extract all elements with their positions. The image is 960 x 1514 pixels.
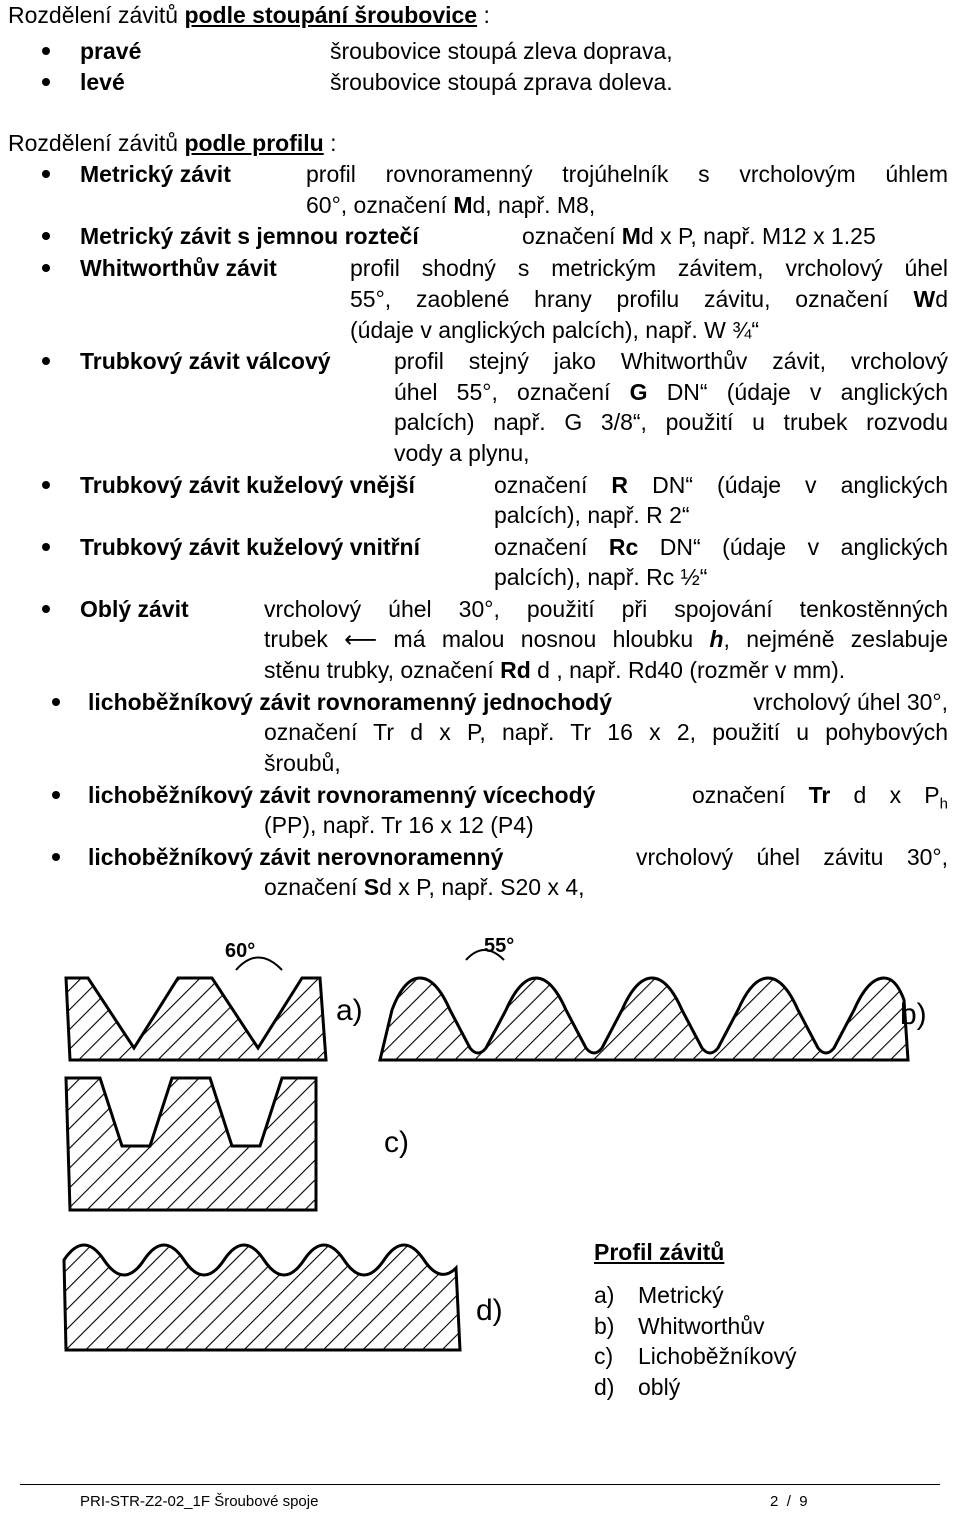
desc-lich2-line2: (PP), např. Tr 16 x 12 (P4) <box>264 812 534 838</box>
section-heading-stoupani <box>8 0 490 31</box>
legend-key: c) <box>594 1343 614 1369</box>
text-bold: R <box>611 472 629 498</box>
angle-label-b: 55° <box>484 935 515 957</box>
term-metricky: Metrický závit <box>80 161 231 187</box>
term-lich-jednochody: lichoběžníkový závit rovnoramenný jednochodý <box>88 689 613 715</box>
page-total: 9 <box>799 1493 808 1510</box>
profile-b-whitworth <box>380 935 927 1060</box>
legend-text: Metrický <box>638 1282 724 1308</box>
text-bold: Tr <box>808 782 831 808</box>
text: , nejméně zeslabuje <box>723 626 948 652</box>
term-jemny: Metrický závit s jemnou roztečí <box>80 223 419 249</box>
heading-emphasis: podle profilu <box>184 130 324 156</box>
desc-whit-line2 <box>350 284 948 315</box>
legend-key: d) <box>594 1374 615 1400</box>
text: označení <box>494 534 609 560</box>
desc-kuzn-line1 <box>494 532 948 563</box>
desc-trub-line2 <box>394 377 948 408</box>
desc-lich1-line1: vrcholový úhel 30°, <box>753 689 948 715</box>
desc-obly-line3 <box>264 655 845 686</box>
text-bold: h <box>709 626 724 652</box>
desc-kuzv-line1 <box>494 470 948 501</box>
legend-item <box>594 1341 613 1372</box>
text: 55°, zaoblené hrany profilu závitu, označení <box>350 286 914 312</box>
desc-obly-line1: vrcholový úhel 30°, použití při spojování tenkostěnných <box>264 596 948 622</box>
legend-key: b) <box>594 1313 615 1339</box>
text: označení <box>494 472 612 498</box>
text-bold: Rd <box>500 657 531 683</box>
text: trubek <box>264 626 345 652</box>
desc-kuzn-line2: palcích), např. Rc ½“ <box>494 564 708 590</box>
heading-text: Rozdělení závitů <box>8 130 185 156</box>
arrow-left-icon: ⟵ <box>344 627 378 653</box>
term-trubkovy-valcovy: Trubkový závit válcový <box>80 348 331 374</box>
heading-emphasis: podle stoupání šroubovice <box>184 2 478 28</box>
term-kuzelovy-vnitrni: Trubkový závit kuželový vnitřní <box>80 534 420 560</box>
item-term-prave: pravé <box>80 38 142 64</box>
text: DN“ (údaje v anglických <box>647 379 948 405</box>
legend-item <box>594 1372 614 1403</box>
text: DN“ (údaje v anglických <box>628 472 948 498</box>
desc-whit-line3: (údaje v anglických palcích), např. W ¾“ <box>350 317 760 343</box>
heading-text: Rozdělení závitů <box>8 2 185 28</box>
label-a: a) <box>336 994 363 1027</box>
desc-lich3-line1: vrcholový úhel závitu 30°, <box>636 844 948 870</box>
bullet <box>52 698 60 706</box>
desc-trub-line1: profil stejný jako Whitworthův závit, vrcholový <box>394 348 948 374</box>
legend-item <box>594 1280 614 1311</box>
text: DN“ (údaje v anglických <box>638 534 948 560</box>
item-term-leve: levé <box>80 69 125 95</box>
text: stěnu trubky, označení <box>264 657 501 683</box>
term-obly: Oblý závit <box>80 596 189 622</box>
desc-metricky-line1: profil rovnoramenný trojúhelník s vrcholovým úhlem <box>306 161 948 187</box>
text-bold: S <box>363 874 380 900</box>
label-b: b) <box>900 998 927 1031</box>
profile-a-metric <box>66 940 363 1060</box>
page-current: 2 <box>770 1493 779 1510</box>
text: úhel 55°, označení <box>394 379 630 405</box>
text: d x P <box>830 782 940 808</box>
text: d x P, např. M12 x 1.25 <box>640 223 876 249</box>
page-separator: / <box>786 1493 791 1510</box>
label-d: d) <box>476 1294 503 1327</box>
bullet <box>42 543 50 551</box>
text-bold: M <box>621 223 641 249</box>
profile-d-round <box>64 1245 503 1350</box>
text: označení <box>692 782 809 808</box>
desc-whit-line1: profil shodný s metrickým závitem, vrcholový úhel <box>350 255 948 281</box>
desc-lich1-line2: označení Tr d x P, např. Tr 16 x 2, použití u pohybových <box>264 719 948 745</box>
legend-key: a) <box>594 1282 615 1308</box>
angle-label-a: 60° <box>225 940 256 962</box>
term-lich-nerovnoramenny: lichoběžníkový závit nerovnoramenný <box>88 844 504 870</box>
text: d <box>935 286 948 312</box>
bullet <box>42 481 50 489</box>
bullet <box>52 791 60 799</box>
bullet <box>42 170 50 178</box>
text-bold: W <box>913 286 936 312</box>
legend-title: Profil závitů <box>594 1239 725 1265</box>
bullet <box>42 47 50 55</box>
item-desc-leve: šroubovice stoupá zprava doleva. <box>330 69 673 95</box>
desc-lich1-line3: šroubů, <box>264 750 341 776</box>
text: má malou nosnou hloubku <box>377 626 710 652</box>
bullet <box>42 605 50 613</box>
bullet <box>42 264 50 272</box>
desc-jemny <box>522 221 876 252</box>
text: označení <box>264 874 364 900</box>
legend-text: Whitworthův <box>638 1313 765 1339</box>
desc-lich3-line2 <box>264 872 585 903</box>
term-whitworth: Whitworthův závit <box>80 255 277 281</box>
term-kuzelovy-vnejsi: Trubkový závit kuželový vnější <box>80 472 415 498</box>
profile-c-trapezoidal <box>66 1078 409 1210</box>
bullet <box>42 78 50 86</box>
desc-lich2-line1 <box>692 780 948 811</box>
term-lich-vicechody: lichoběžníkový závit rovnoramenný vícechodý <box>88 782 596 808</box>
heading-colon: : <box>323 130 337 156</box>
legend-text: Lichoběžníkový <box>638 1343 797 1369</box>
page-number <box>770 1493 808 1511</box>
text: d , např. Rd40 (rozměr v mm). <box>530 657 846 683</box>
text: d x P, např. S20 x 4, <box>379 874 585 900</box>
text: d, např. M8, <box>472 192 596 218</box>
bullet <box>52 853 60 861</box>
footer-doc-title: PRI-STR-Z2-02_1F Šroubové spoje <box>80 1493 319 1510</box>
desc-trub-line4: vody a plynu, <box>394 440 530 466</box>
footer-rule <box>20 1484 940 1485</box>
desc-kuzv-line2: palcích), např. R 2“ <box>494 502 690 528</box>
legend-item <box>594 1311 614 1342</box>
desc-obly-line2 <box>264 624 948 656</box>
heading-colon: : <box>477 2 490 28</box>
text: označení <box>522 223 622 249</box>
desc-trub-line3: palcích) např. G 3/8“, použití u trubek rozvodu <box>394 409 948 435</box>
text-bold: G <box>629 379 648 405</box>
section-heading-profil <box>8 128 336 159</box>
legend-text: oblý <box>638 1374 681 1400</box>
thread-profiles-figure <box>0 920 960 1480</box>
text: 60°, označení <box>306 192 454 218</box>
bullet <box>42 357 50 365</box>
text-subscript: h <box>939 795 948 813</box>
label-c: c) <box>384 1126 409 1159</box>
text-bold: Rc <box>608 534 639 560</box>
item-desc-prave: šroubovice stoupá zleva doprava, <box>330 38 673 64</box>
bullet <box>42 232 50 240</box>
desc-metricky-line2 <box>306 190 595 221</box>
text-bold: M <box>453 192 473 218</box>
